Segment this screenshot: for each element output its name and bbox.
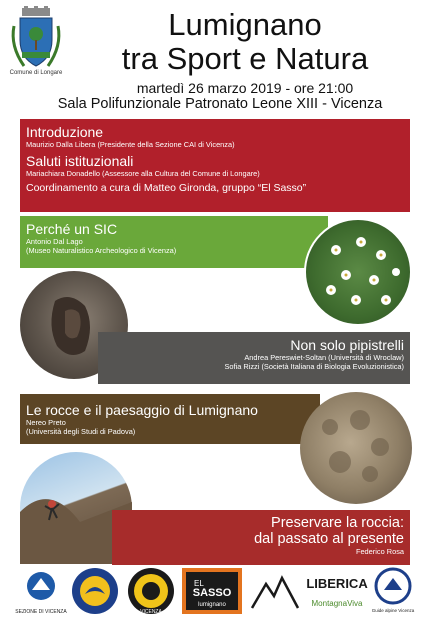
saluti-title: Saluti istituzionali [26, 153, 134, 169]
club-speleologico-logo [126, 566, 176, 616]
bats-title: Non solo pipistrelli [290, 337, 404, 353]
program-rocks-band [20, 394, 320, 444]
event-datetime: martedì 26 marzo 2019 - ore 21:00 [136, 80, 354, 96]
guide-alpine-logo [372, 566, 414, 618]
program-sic-band [20, 216, 328, 268]
event-venue: Sala Polifunzionale Patronato Leone XIII - Vicenza [57, 96, 383, 112]
sasso-text-el: EL [194, 579, 204, 588]
mountain-logo [250, 572, 300, 612]
cai-caption: SEZIONE DI VICENZA [15, 609, 67, 615]
sic-affiliation: (Museo Naturalistico Archeologico di Vicenza) [26, 246, 177, 255]
bats-speaker-2: Sofia Rizzi (Società Italiana di Biologia Evoluzionistica) [224, 362, 404, 371]
cai-logo [15, 568, 67, 616]
rock-texture [300, 392, 412, 504]
coordination-note: Coordinamento a cura di Matteo Gironda, gruppo “El Sasso” [26, 182, 307, 194]
guide-caption: Guide alpine Vicenza [371, 608, 415, 613]
sasso-text-place: lumignano [198, 602, 226, 608]
event-title-line2: tra Sport e Natura [121, 41, 369, 76]
sasso-text-name: SASSO [192, 587, 232, 599]
crest-caption: Comune di Longare [9, 70, 63, 76]
sic-title: Perché un SIC [26, 221, 118, 237]
rocks-title: Le rocce e il paesaggio di Lumignano [26, 402, 258, 418]
preserve-speaker: Federico Rosa [355, 547, 404, 556]
speleo-club-logo [70, 566, 120, 616]
flowers-illustration [306, 220, 414, 328]
preserve-title-line2: dal passato al presente [254, 531, 404, 547]
preserve-title-line1: Preservare la roccia: [271, 515, 404, 531]
rock-photo [300, 392, 412, 504]
rocks-speaker: Nereo Preto [26, 418, 66, 427]
program-bats-band [98, 332, 410, 384]
sic-speaker: Antonio Dal Lago [26, 237, 83, 246]
event-title-line1: Lumignano [168, 7, 322, 42]
rocks-affiliation: (Università degli Studi di Padova) [26, 427, 136, 436]
saluti-speaker: Mariachiara Donadello (Assessore alla Cultura del Comune di Longare) [26, 169, 260, 178]
flowers-photo [304, 218, 412, 326]
program-intro-band [20, 119, 410, 212]
el-sasso-logo [182, 568, 242, 614]
speleo-caption: VICENZA [140, 609, 162, 615]
sponsor-logos [15, 566, 415, 618]
intro-title: Introduzione [26, 124, 104, 140]
intro-speaker: Maurizio Dalla Libera (Presidente della Sezione CAI di Vicenza) [26, 140, 235, 149]
liberica-logo [308, 570, 366, 614]
bats-speaker-1: Andrea Pereswiet-Soltan (Università di Wroclaw) [244, 353, 404, 362]
liberica-text: LIBERICA [306, 576, 368, 591]
program-preserve-band [112, 510, 410, 565]
comune-crest-logo [10, 6, 62, 78]
montagnaviva-text: MontagnaViva [311, 599, 363, 608]
